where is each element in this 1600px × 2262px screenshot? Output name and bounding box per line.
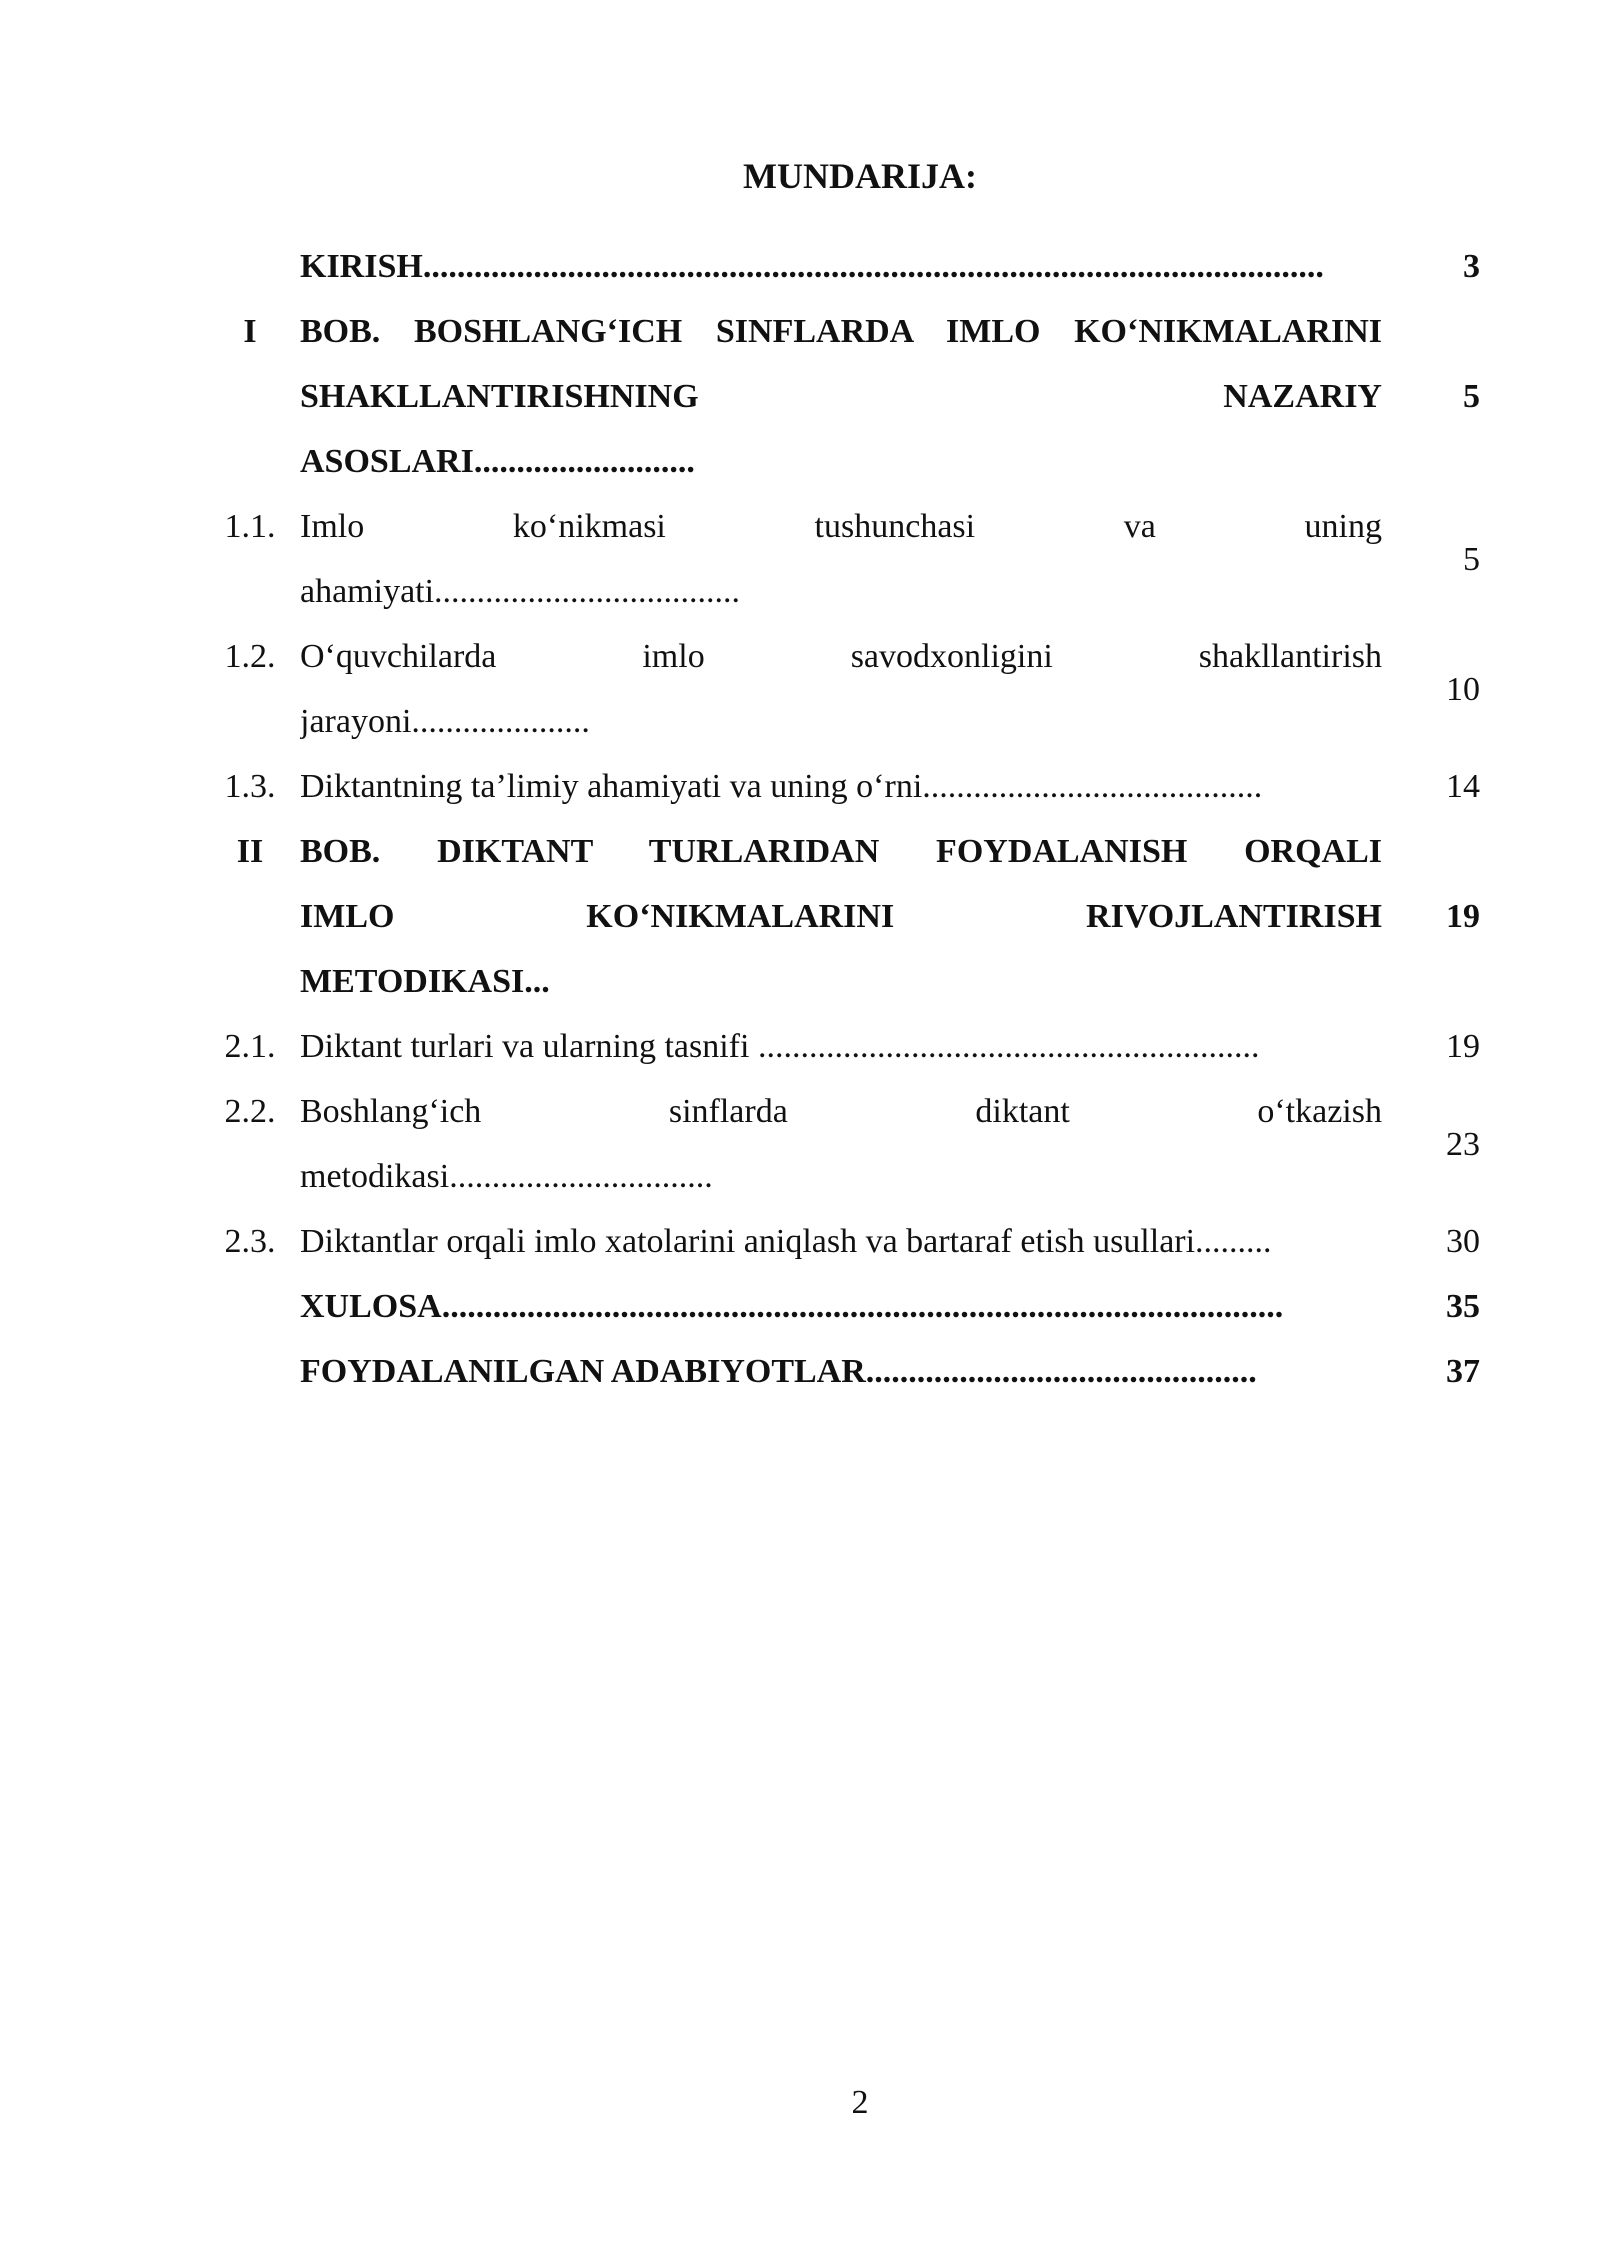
- toc-entry-line: ahamiyati....................................: [300, 573, 741, 610]
- toc-entry-line: SHAKLLANTIRISHNING NAZARIY: [300, 378, 1382, 415]
- toc-entry: [200, 819, 1480, 1014]
- toc-entry-text: [300, 1274, 1382, 1339]
- toc-entry-page: 10: [1446, 670, 1480, 708]
- toc-entry: [200, 624, 1480, 754]
- toc-entry-line: IMLO KO‘NIKMALARINI RIVOJLANTIRISH: [300, 898, 1382, 935]
- toc-entry-page: 35: [1446, 1288, 1480, 1325]
- toc-entry-line: Diktant turlari va ularning tasnifi ...........................................................: [300, 1028, 1260, 1065]
- toc-entry-line: Diktantlar orqali imlo xatolarini aniqlash va bartaraf etish usullari.........: [300, 1223, 1272, 1260]
- toc-entry-number: 2.3.: [224, 1223, 276, 1260]
- toc-entry: [200, 299, 1480, 494]
- toc-entry-line: METODIKASI...: [300, 963, 550, 1000]
- toc-entry-line: Diktantning ta’limiy ahamiyati va uning o‘rni........................................: [300, 768, 1263, 805]
- toc-entry-line: BOB. DIKTANT TURLARIDAN FOYDALANISH ORQALI: [300, 833, 1382, 870]
- toc-entry-text: [300, 1014, 1382, 1079]
- toc-entry-line: BOB. BOSHLANG‘ICH SINFLARDA IMLO KO‘NIKMALARINI: [300, 313, 1382, 350]
- toc-entry-line: O‘quvchilarda imlo savodxonligini shakllantirish: [300, 638, 1382, 675]
- toc-entry-text: [300, 299, 1382, 494]
- toc-entry-number: I: [243, 313, 257, 350]
- toc-entry-line: XULOSA...................................................................................................: [300, 1288, 1284, 1325]
- table-of-contents: [200, 234, 1480, 1404]
- toc-entry-line: jarayoni.....................: [300, 703, 590, 740]
- toc-entry: [200, 1079, 1480, 1209]
- toc-entry: [200, 754, 1480, 819]
- toc-entry-text: [300, 1079, 1382, 1209]
- toc-title: MUNDARIJA:: [743, 156, 977, 196]
- toc-entry-number: II: [236, 833, 264, 870]
- toc-entry: [200, 1014, 1480, 1079]
- toc-entry-text: [300, 624, 1382, 754]
- toc-entry: [200, 1274, 1480, 1339]
- toc-entry-number: 1.1.: [224, 508, 276, 545]
- toc-entry-text: [300, 494, 1382, 624]
- toc-entry-page: 19: [1446, 1028, 1480, 1065]
- toc-entry-text: [300, 754, 1382, 819]
- toc-entry-number: 2.1.: [224, 1028, 276, 1065]
- toc-entry-page: 5: [1463, 378, 1480, 415]
- toc-entry-line: FOYDALANILGAN ADABIYOTLAR..............................................: [300, 1353, 1257, 1390]
- toc-entry-line: KIRISH..........................................................................................................: [300, 248, 1324, 285]
- toc-entry: [200, 1209, 1480, 1274]
- toc-entry: [200, 234, 1480, 299]
- page-number: 2: [851, 2084, 869, 2121]
- toc-entry-line: metodikasi...............................: [300, 1158, 713, 1195]
- toc-entry-line: ASOSLARI..........................: [300, 443, 695, 480]
- toc-entry-text: [300, 1339, 1382, 1404]
- toc-entry: [200, 1339, 1480, 1404]
- toc-entry-line: Boshlang‘ich sinflarda diktant o‘tkazish: [300, 1093, 1382, 1130]
- toc-entry-page: 37: [1446, 1353, 1480, 1390]
- toc-entry-text: [300, 234, 1382, 299]
- toc-entry: [200, 494, 1480, 624]
- toc-entry-page: 3: [1463, 248, 1480, 285]
- toc-entry-page: 5: [1463, 540, 1480, 578]
- toc-entry-line: Imlo ko‘nikmasi tushunchasi va uning: [300, 508, 1382, 545]
- toc-entry-text: [300, 819, 1382, 1014]
- toc-entry-number: 2.2.: [224, 1093, 276, 1130]
- toc-entry-page: 30: [1446, 1223, 1480, 1260]
- toc-entry-text: [300, 1209, 1382, 1274]
- toc-entry-number: 1.3.: [224, 768, 276, 805]
- toc-entry-page: 14: [1446, 768, 1480, 805]
- toc-entry-page: 19: [1446, 898, 1480, 935]
- toc-entry-page: 23: [1446, 1125, 1480, 1163]
- toc-entry-number: 1.2.: [224, 638, 276, 675]
